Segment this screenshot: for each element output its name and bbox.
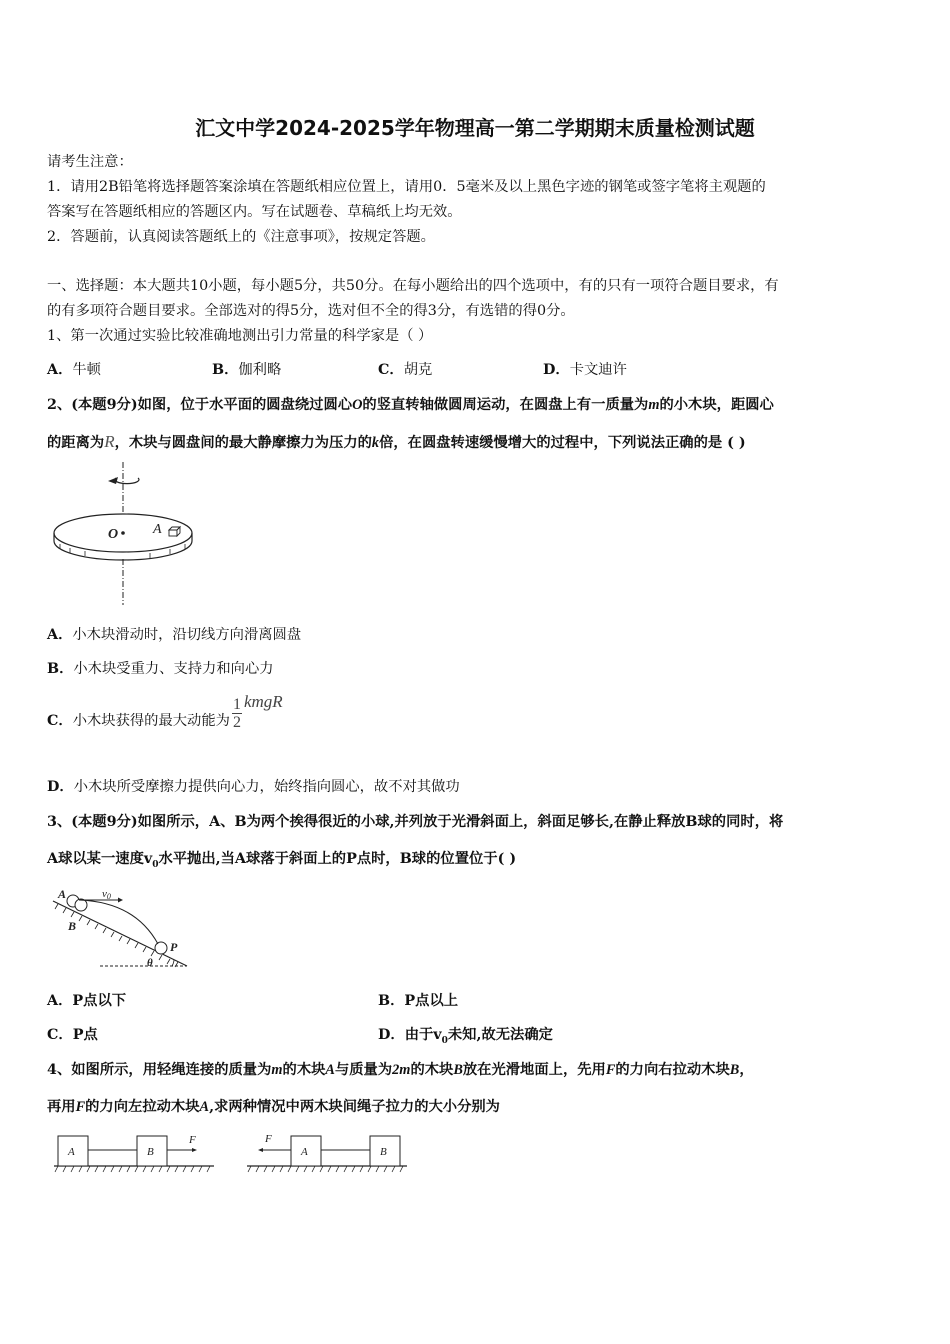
q4-stem-line2 [47, 1098, 500, 1116]
option-text: 伽利略 [238, 362, 282, 378]
text: ，木块与圆盘间的最大静摩擦力为压力的 [114, 435, 372, 451]
block-label: A [153, 522, 162, 537]
q4-stem-line1 [47, 1061, 754, 1079]
option-label: A． [47, 627, 73, 643]
wood-block-icon [169, 527, 180, 536]
text: ,求两种情况中两木块间绳子拉力的大小分别为 [209, 1099, 500, 1115]
option-text: 小木块滑动时，沿切线方向滑离圆盘 [72, 627, 302, 643]
q1-option-d[interactable] [543, 361, 627, 379]
text: 的小木块，距圆心 [659, 397, 774, 413]
option-text: P点以上 [404, 993, 459, 1009]
notice-heading: 请考生注意： [47, 154, 133, 170]
text: 放在光滑地面上，先用 [462, 1062, 606, 1078]
ball-a-label: A [58, 887, 67, 901]
q2-option-c[interactable] [47, 693, 283, 731]
force-label: F [189, 1134, 196, 1146]
subscript: 0 [152, 859, 159, 870]
text: 倍，在圆盘转速缓慢增大的过程中，下列说法正确的是 ( ) [379, 435, 746, 451]
notice-item-1-cont: 答案写在答题纸相应的答题区内。写在试题卷、草稿纸上均无效。 [47, 204, 462, 220]
var-A: A [325, 1062, 335, 1078]
section-instructions-line2: 的有多项符合题目要求。全部选对的得5分，选对但不全的得3分，有选错的得0分。 [47, 303, 575, 319]
disc-center-label: O [108, 527, 119, 542]
option-label: D． [378, 1027, 405, 1043]
incline-projectile-figure [50, 884, 195, 974]
option-text: 小木块获得的最大动能为 [72, 713, 230, 729]
sub: 0 [106, 892, 111, 901]
var-B: B [729, 1062, 740, 1078]
option-text: 由于v [404, 1027, 442, 1043]
q2-option-a[interactable] [47, 626, 301, 644]
formula-kmgR: kmgR [243, 692, 283, 711]
option-label: B． [378, 993, 405, 1009]
blocks-pull-left-figure [245, 1130, 415, 1175]
q1-option-b[interactable] [212, 361, 281, 379]
option-text: 卡文迪许 [569, 362, 627, 378]
q1-option-c[interactable] [378, 361, 432, 379]
var-R: R [104, 432, 115, 451]
force-label: F [265, 1133, 272, 1145]
var-B: B [453, 1062, 463, 1078]
denominator: 2 [232, 713, 241, 731]
text: ， [739, 1062, 754, 1078]
option-text: 牛顿 [72, 362, 101, 378]
q3-stem-line1: 3、(本题9分)如图所示，A、B为两个挨得很近的小球,并列放于光滑斜面上，斜面足够长,在静止释放B球的同时，将 [47, 814, 784, 830]
option-label: B． [212, 362, 239, 378]
var-F: F [605, 1062, 616, 1078]
q3-option-d[interactable] [378, 1026, 553, 1050]
text: 再用 [47, 1099, 76, 1115]
var-F: F [75, 1099, 86, 1115]
exam-title: 汇文中学2024-2025学年物理高一第二学期期末质量检测试题 [195, 116, 755, 140]
text: 的木块 [282, 1062, 326, 1078]
text: 的竖直转轴做圆周运动，在圆盘上有一质量为 [362, 397, 649, 413]
q3-option-c[interactable] [47, 1026, 98, 1044]
block-b-label: B [147, 1146, 154, 1158]
q2-stem-line2 [47, 433, 746, 452]
v: v [102, 888, 107, 900]
option-label: C． [47, 713, 73, 729]
q2-stem-line1 [47, 396, 774, 414]
angle-theta-label: θ [147, 957, 153, 969]
ball-b-label: B [68, 919, 77, 933]
q2-option-b[interactable] [47, 660, 274, 678]
q3-stem-line2 [47, 850, 516, 874]
var-k: k [371, 435, 380, 451]
notice-item-1: 1．请用2B铅笔将选择题答案涂填在答题纸相应位置上，请用0．5毫米及以上黑色字迹的钢笔或签字笔将主观题的 [47, 179, 766, 195]
q1-stem: 1、第一次通过实验比较准确地测出引力常量的科学家是（ ） [47, 328, 433, 344]
option-label: D． [47, 779, 74, 795]
option-text: P点 [72, 1027, 98, 1043]
text: 的力向左拉动木块 [85, 1099, 200, 1115]
block-a-label: A [68, 1146, 75, 1158]
option-label: A． [47, 362, 73, 378]
q2-option-d[interactable] [47, 778, 460, 796]
block-b-label: B [380, 1146, 387, 1158]
var-O: O [352, 397, 363, 413]
q3-option-b[interactable] [378, 992, 458, 1010]
fraction-one-half [232, 696, 242, 731]
text: A球以某一速度v [47, 851, 153, 867]
text: 的木块 [410, 1062, 454, 1078]
option-text: 小木块受重力、支持力和向心力 [73, 661, 274, 677]
text: 的距离为 [47, 435, 105, 451]
notice-item-2: 2．答题前，认真阅读答题纸上的《注意事项》，按规定答题。 [47, 229, 435, 245]
var-m: m [271, 1062, 283, 1078]
var-A: A [199, 1099, 210, 1115]
text: 4、如图所示，用轻绳连接的质量为 [47, 1062, 272, 1078]
option-text: 小木块所受摩擦力提供向心力，始终指向圆心，故不对其做功 [73, 779, 460, 795]
option-label: B． [47, 661, 74, 677]
option-text: P点以下 [72, 993, 127, 1009]
option-text: 胡克 [403, 362, 433, 378]
section-instructions-line1: 一、选择题：本大题共10小题，每小题5分，共50分。在每小题给出的四个选项中，有的只有一项符合题目要求，有 [47, 278, 779, 294]
option-text-cont: 未知,故无法确定 [447, 1027, 553, 1043]
text: 水平抛出,当A球落于斜面上的P点时，B球的位置位于( ) [158, 851, 517, 867]
subscript: 0 [441, 1035, 448, 1046]
text: 与质量为 [334, 1062, 393, 1078]
q3-option-a[interactable] [47, 992, 126, 1010]
block-a-label: A [301, 1146, 308, 1158]
option-label: C． [378, 362, 404, 378]
rotating-disc-figure [50, 460, 210, 605]
var-m: m [648, 397, 660, 413]
option-label: D． [543, 362, 570, 378]
var-2m: 2m [392, 1062, 411, 1078]
option-label: C． [47, 1027, 73, 1043]
blocks-pull-right-figure [52, 1130, 222, 1175]
point-p-label: P [170, 940, 178, 954]
q1-option-a[interactable] [47, 361, 101, 379]
velocity-label [102, 888, 111, 901]
numerator: 1 [232, 695, 241, 713]
option-label: A． [47, 993, 73, 1009]
text: 的力向右拉动木块 [615, 1062, 730, 1078]
text: 2、(本题9分)如图，位于水平面的圆盘绕过圆心 [47, 397, 353, 413]
